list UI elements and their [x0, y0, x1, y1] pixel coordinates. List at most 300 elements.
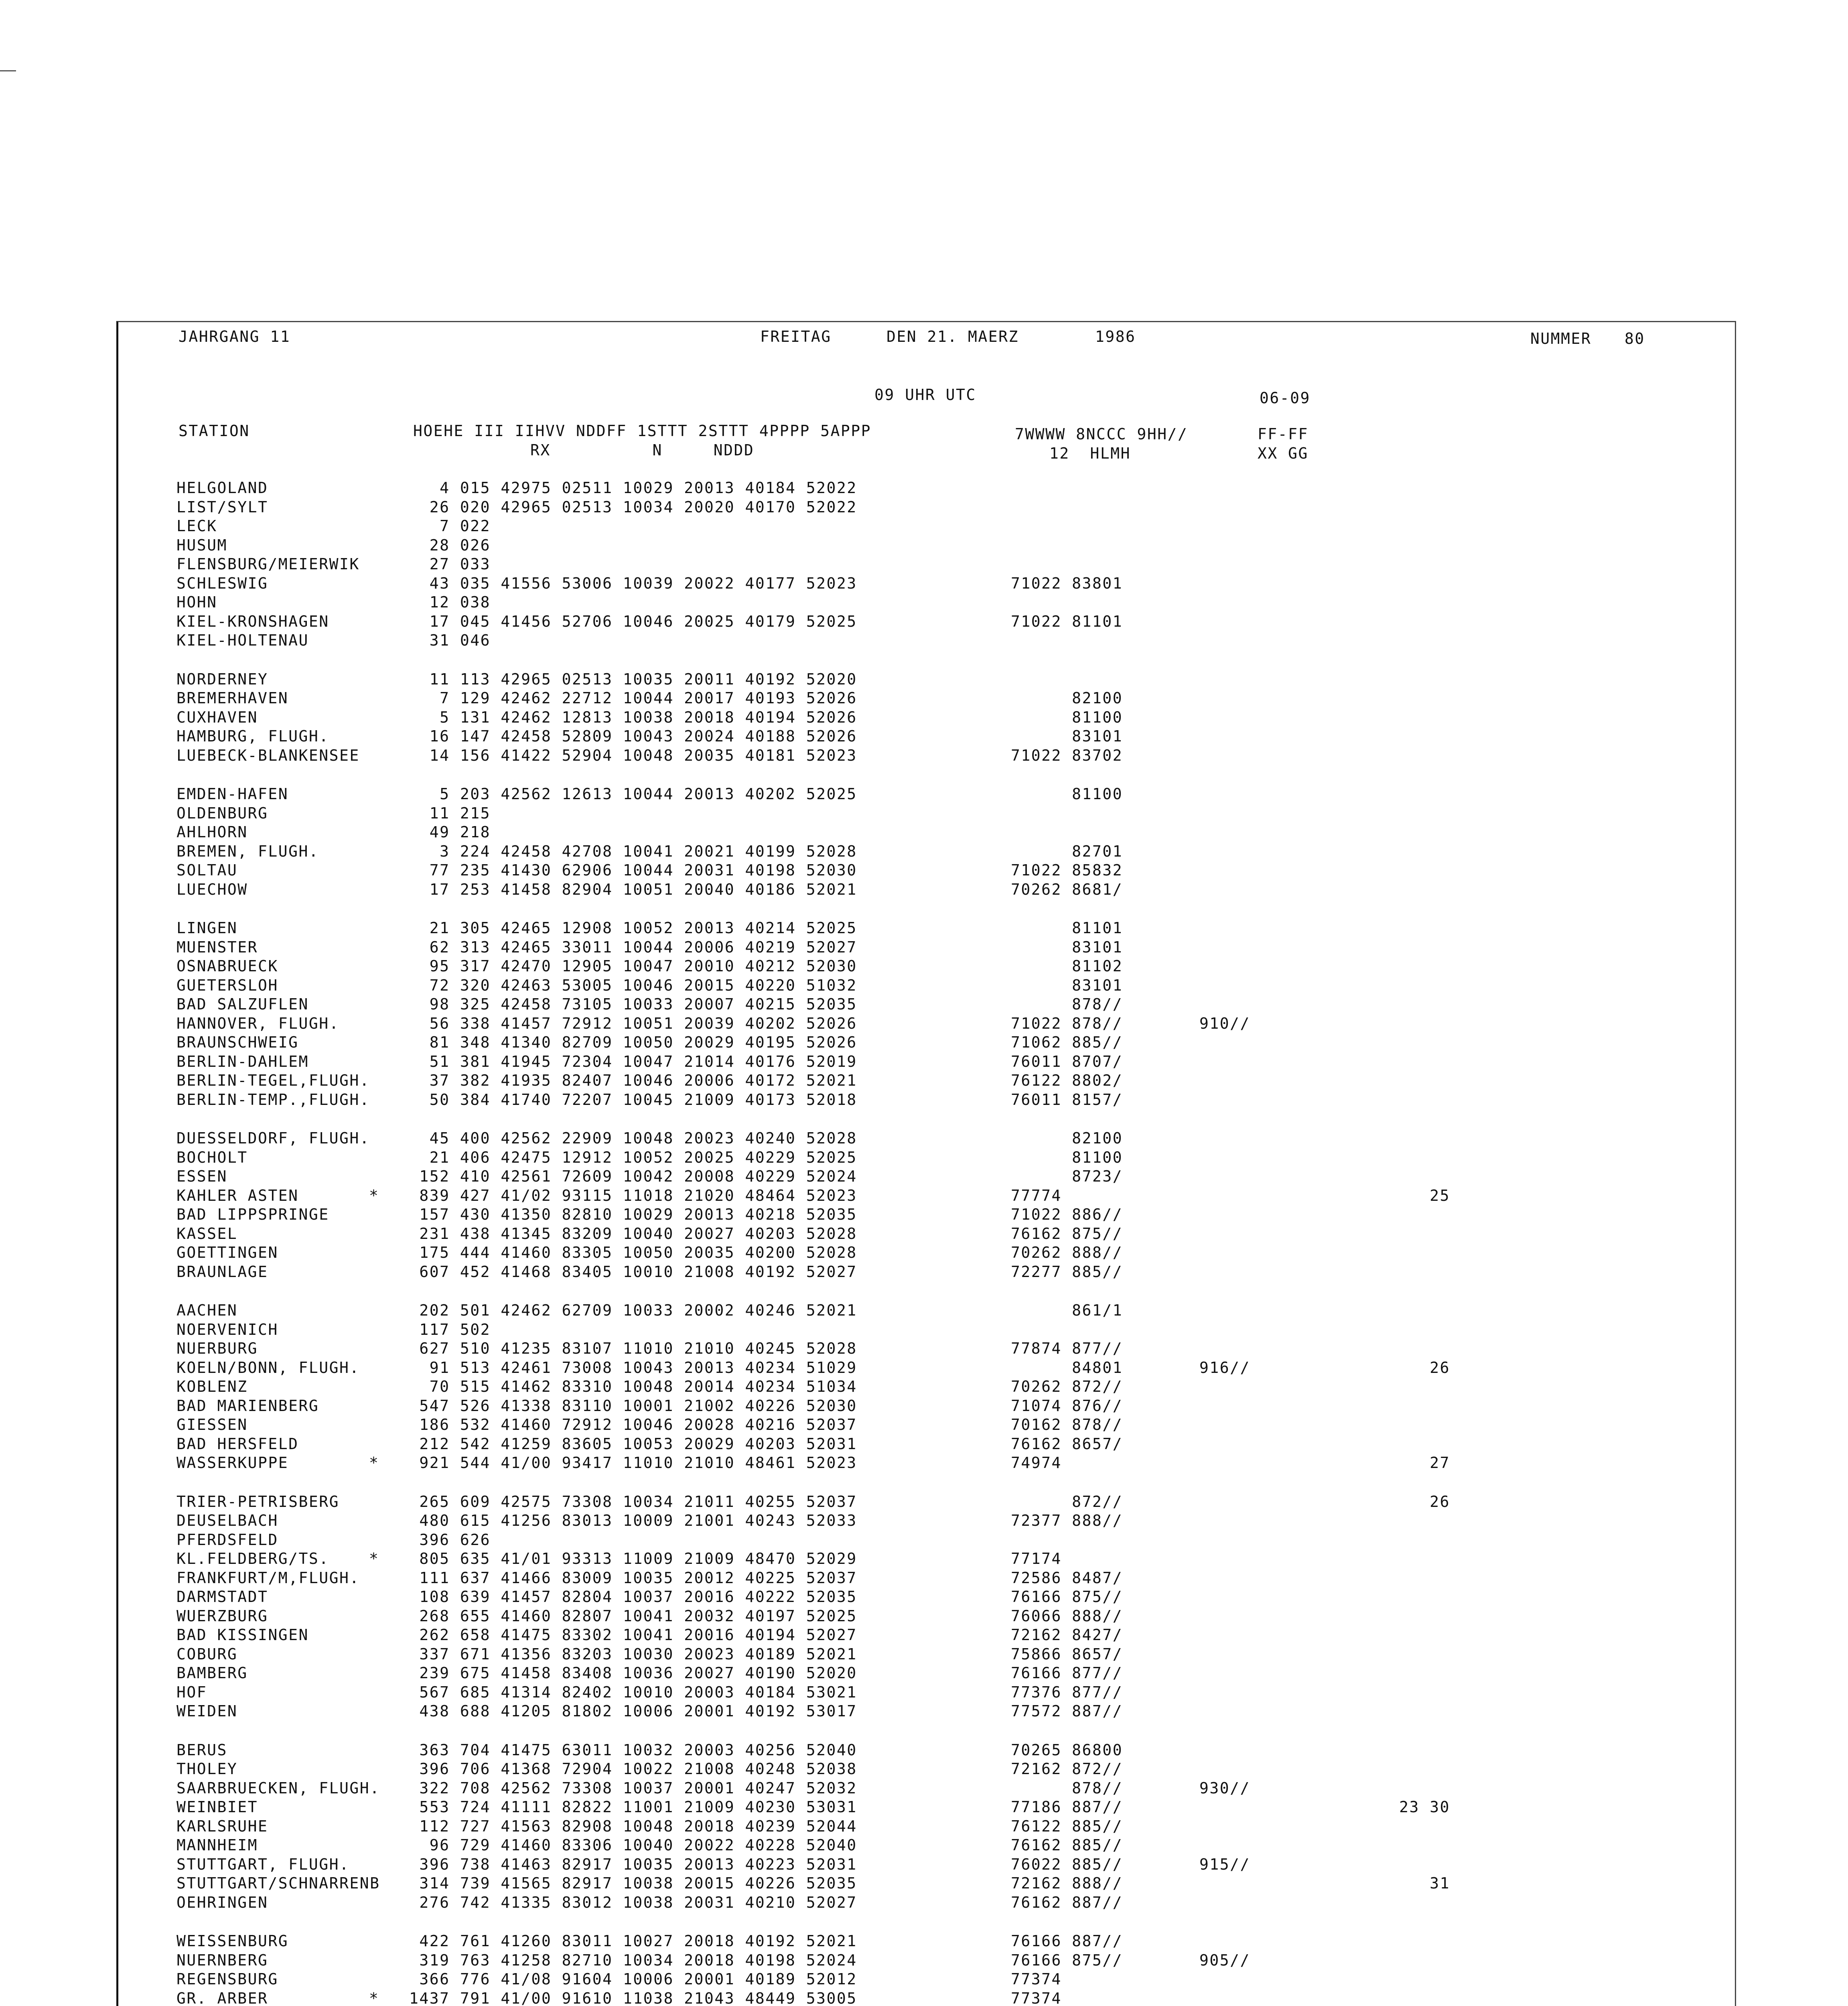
station-row: [176, 536, 1741, 555]
synop-groups: 96 729 41460 83306 10040 20022 40228 52040: [409, 1836, 857, 1854]
station-name: GOETTINGEN: [176, 1244, 278, 1261]
extra-groups: 71022 83801: [1011, 574, 1123, 592]
synop-groups: 3 224 42458 42708 10041 20021 40199 52028: [409, 842, 857, 860]
synop-groups: 56 338 41457 72912 10051 20039 40202 52026: [409, 1014, 857, 1032]
station-name: GR. ARBER: [176, 1989, 268, 2006]
synop-groups: 314 739 41565 82917 10038 20015 40226 52035: [409, 1874, 857, 1892]
station-row: [176, 842, 1741, 861]
synop-groups: 14 156 41422 52904 10048 20035 40181 52023: [409, 746, 857, 764]
station-name: OSNABRUECK: [176, 957, 278, 975]
station-name: BAD MARIENBERG: [176, 1397, 319, 1415]
station-row: [176, 1855, 1741, 1874]
synop-groups: 50 384 41740 72207 10045 21009 40173 52018: [409, 1090, 857, 1109]
extra-groups: 83101: [1011, 938, 1123, 956]
station-row: [176, 746, 1741, 765]
synop-groups: 553 724 41111 82822 11001 21009 40230 53031: [409, 1798, 857, 1816]
synop-groups: 202 501 42462 62709 10033 20002 40246 52021: [409, 1301, 857, 1319]
station-name: NUERBURG: [176, 1340, 258, 1357]
extra-groups: 81100: [1011, 708, 1123, 726]
synop-groups: 11 113 42965 02513 10035 20011 40192 52020: [409, 670, 857, 688]
extra-groups: 77186 887//: [1011, 1798, 1123, 1816]
extra-groups: 81101: [1011, 919, 1123, 937]
station-name: BERLIN-DAHLEM: [176, 1052, 309, 1070]
station-row: [176, 1148, 1741, 1167]
station-row: [176, 631, 1741, 650]
station-row: [176, 1453, 1741, 1472]
synop-groups: 265 609 42575 73308 10034 21011 40255 52037: [409, 1492, 857, 1511]
number-value: 80: [1625, 330, 1645, 347]
station-name: TRIER-PETRISBERG: [176, 1492, 340, 1511]
extra-groups: 76166 877//: [1011, 1664, 1123, 1682]
synop-groups: 157 430 41350 82810 10029 20013 40218 52035: [409, 1206, 857, 1223]
extra-groups: 76162 8657/: [1011, 1435, 1123, 1453]
synop-groups: 111 637 41466 83009 10035 20012 40225 52037: [409, 1569, 857, 1587]
station-row: [176, 1224, 1741, 1243]
station-name: HAMBURG, FLUGH.: [176, 727, 329, 745]
station-row: [176, 1874, 1741, 1893]
synop-groups: 212 542 41259 83605 10053 20029 40203 52031: [409, 1435, 857, 1453]
station-name: KARLSRUHE: [176, 1817, 268, 1835]
station-row: [176, 804, 1741, 823]
extra-groups: 77374: [1011, 1970, 1062, 1988]
mountain-station-marker: *: [369, 1989, 379, 2006]
extra-groups: 878//: [1011, 1779, 1123, 1797]
wind-gust: 26: [1430, 1492, 1450, 1511]
station-name: HELGOLAND: [176, 479, 268, 497]
station-name: KAHLER ASTEN: [176, 1186, 299, 1204]
station-group: [176, 478, 1741, 650]
station-name: BAMBERG: [176, 1664, 248, 1682]
cloud-height-group: 905//: [1199, 1951, 1250, 1969]
station-name: BOCHOLT: [176, 1148, 248, 1166]
station-row: [176, 478, 1741, 497]
station-row: [176, 1511, 1741, 1530]
station-name: WEINBIET: [176, 1798, 258, 1816]
year-label: 1986: [1095, 328, 1136, 345]
synop-groups: 4 015 42975 02511 10029 20013 40184 52022: [409, 479, 857, 497]
extra-groups: 76166 887//: [1011, 1932, 1123, 1950]
station-name: FLENSBURG/MEIERWIK: [176, 555, 360, 573]
synop-groups: 49 218: [409, 823, 491, 841]
period-label: 06-09: [1260, 389, 1310, 407]
synop-groups: 175 444 41460 83305 10050 20035 40200 52028: [409, 1244, 857, 1261]
station-row: [176, 861, 1741, 880]
synop-groups: 396 706 41368 72904 10022 21008 40248 52038: [409, 1760, 857, 1778]
synop-groups: 51 381 41945 72304 10047 21014 40176 52019: [409, 1052, 857, 1070]
wind-gust: 31: [1430, 1874, 1450, 1892]
synop-groups: 921 544 41/00 93417 11010 21010 48461 52023: [409, 1454, 857, 1472]
synop-groups: 366 776 41/08 91604 10006 20001 40189 52012: [409, 1970, 857, 1988]
synop-groups: 627 510 41235 83107 11010 21010 40245 52028: [409, 1340, 857, 1357]
synop-groups: 117 502: [409, 1320, 491, 1338]
station-name: SAARBRUECKEN, FLUGH.: [176, 1779, 380, 1797]
station-name: KL.FELDBERG/TS.: [176, 1550, 329, 1567]
station-row: [176, 1549, 1741, 1568]
jahrgang-label: JAHRGANG 11: [179, 328, 291, 345]
synop-groups: 7 129 42462 22712 10044 20017 40193 52026: [409, 689, 857, 707]
synop-groups: 480 615 41256 83013 10009 21001 40243 52033: [409, 1512, 857, 1529]
station-name: KOBLENZ: [176, 1378, 248, 1395]
station-row: [176, 1301, 1741, 1320]
cloud-height-group: 930//: [1199, 1779, 1250, 1797]
station-group: [176, 1740, 1741, 1912]
station-name: LIST/SYLT: [176, 498, 268, 516]
synop-groups: 37 382 41935 82407 10046 20006 40172 52021: [409, 1072, 857, 1089]
synop-groups: 239 675 41458 83408 10036 20027 40190 52020: [409, 1664, 857, 1682]
extra-groups: 76162 875//: [1011, 1224, 1123, 1243]
synop-groups: 72 320 42463 53005 10046 20015 40220 51032: [409, 976, 857, 994]
station-row: [176, 1167, 1741, 1186]
synop-groups: 16 147 42458 52809 10043 20024 40188 52026: [409, 727, 857, 745]
station-name: EMDEN-HAFEN: [176, 785, 289, 803]
station-row: [176, 1779, 1741, 1798]
station-group: [176, 1931, 1741, 2006]
date-label: DEN 21. MAERZ: [886, 328, 1019, 345]
station-group: [176, 918, 1741, 1109]
station-name: BREMERHAVEN: [176, 689, 289, 707]
station-row: [176, 1262, 1741, 1281]
station-name: DEUSELBACH: [176, 1512, 278, 1529]
scan-edge-mark: [0, 70, 16, 71]
station-name: AHLHORN: [176, 823, 248, 841]
extra-groups: 77572 887//: [1011, 1702, 1123, 1720]
column-wind-line1: FF-FF: [1258, 425, 1308, 443]
station-name: HUSUM: [176, 536, 227, 554]
cloud-height-group: 916//: [1199, 1358, 1250, 1377]
extra-groups: 70262 888//: [1011, 1244, 1123, 1261]
station-row: [176, 784, 1741, 804]
synop-groups: 607 452 41468 83405 10010 21008 40192 52027: [409, 1263, 857, 1281]
synop-groups: 805 635 41/01 93313 11009 21009 48470 52029: [409, 1550, 857, 1567]
station-row: [176, 1014, 1741, 1033]
station-name: WEISSENBURG: [176, 1932, 289, 1950]
station-name: REGENSBURG: [176, 1970, 278, 1988]
station-name: OEHRINGEN: [176, 1893, 268, 1911]
extra-groups: 70262 8681/: [1011, 880, 1123, 898]
synop-groups: 91 513 42461 73008 10043 20013 40234 51029: [409, 1358, 857, 1377]
synop-groups: 396 738 41463 82917 10035 20013 40223 52031: [409, 1855, 857, 1873]
extra-groups: 76122 8802/: [1011, 1072, 1123, 1089]
station-name: KASSEL: [176, 1224, 238, 1243]
station-name: LECK: [176, 517, 217, 535]
station-name: CUXHAVEN: [176, 708, 258, 726]
station-name: BAD KISSINGEN: [176, 1626, 309, 1644]
extra-groups: 72586 8487/: [1011, 1569, 1123, 1587]
station-name: SCHLESWIG: [176, 574, 268, 592]
station-name: BAD LIPPSPRINGE: [176, 1206, 329, 1223]
station-row: [176, 516, 1741, 536]
column-codes-line1: HOEHE III IIHVV NDDFF 1STTT 2STTT 4PPPP 5APPP: [413, 422, 872, 440]
station-row: [176, 976, 1741, 995]
station-group: [176, 1492, 1741, 1721]
station-name: STUTTGART/SCHNARRENB: [176, 1874, 380, 1892]
column-groups-line1: 7WWWW 8NCCC 9HH//: [1015, 425, 1188, 443]
synop-groups: 98 325 42458 73105 10033 20007 40215 52035: [409, 995, 857, 1013]
synop-groups: 7 022: [409, 517, 491, 535]
weekday-label: FREITAG: [760, 328, 832, 345]
extra-groups: 70262 872//: [1011, 1378, 1123, 1395]
station-name: WEIDEN: [176, 1702, 238, 1720]
station-row: [176, 670, 1741, 689]
synop-groups: 70 515 41462 83310 10048 20014 40234 51034: [409, 1378, 857, 1395]
synop-groups: 152 410 42561 72609 10042 20008 40229 52024: [409, 1167, 857, 1185]
station-row: [176, 1339, 1741, 1358]
station-row: [176, 1129, 1741, 1148]
station-group: [176, 1129, 1741, 1281]
extra-groups: 77774: [1011, 1186, 1062, 1204]
station-name: OLDENBURG: [176, 804, 268, 822]
station-row: [176, 1683, 1741, 1702]
mountain-station-marker: *: [369, 1454, 379, 1472]
synop-groups: 363 704 41475 63011 10032 20003 40256 52040: [409, 1741, 857, 1759]
extra-groups: 76122 885//: [1011, 1817, 1123, 1835]
column-station: STATION: [179, 422, 250, 440]
synop-groups: 21 305 42465 12908 10052 20013 40214 52025: [409, 919, 857, 937]
column-groups-line2: 12 HLMH: [1049, 445, 1131, 462]
station-row: [176, 1951, 1741, 1970]
station-name: BAD HERSFELD: [176, 1435, 299, 1453]
extra-groups: 70265 86800: [1011, 1741, 1123, 1759]
station-name: MANNHEIM: [176, 1836, 258, 1854]
station-row: [176, 1415, 1741, 1434]
station-name: MUENSTER: [176, 938, 258, 956]
station-name: BAD SALZUFLEN: [176, 995, 309, 1013]
synop-groups: 319 763 41258 82710 10034 20018 40198 52024: [409, 1951, 857, 1969]
extra-groups: 76166 875//: [1011, 1588, 1123, 1606]
synop-groups: 77 235 41430 62906 10044 20031 40198 52030: [409, 861, 857, 879]
extra-groups: 82701: [1011, 842, 1123, 860]
station-name: BERLIN-TEGEL,FLUGH.: [176, 1072, 370, 1089]
synop-groups: 438 688 41205 81802 10006 20001 40192 53017: [409, 1702, 857, 1720]
extra-groups: 77376 877//: [1011, 1683, 1123, 1701]
wind-gust: 26: [1430, 1358, 1450, 1377]
extra-groups: 82100: [1011, 1129, 1123, 1147]
extra-groups: 878//: [1011, 995, 1123, 1013]
synop-groups: 1437 791 41/00 91610 11038 21043 48449 53005: [409, 1989, 857, 2006]
synop-groups: 26 020 42965 02513 10034 20020 40170 52022: [409, 498, 857, 516]
station-name: LINGEN: [176, 919, 238, 937]
station-row: [176, 1396, 1741, 1415]
extra-groups: 81100: [1011, 1148, 1123, 1166]
column-wind-line2: XX GG: [1258, 445, 1308, 462]
station-row: [176, 1663, 1741, 1683]
extra-groups: 72162 872//: [1011, 1760, 1123, 1778]
station-name: BRAUNLAGE: [176, 1263, 268, 1281]
extra-groups: 77874 877//: [1011, 1340, 1123, 1357]
synop-groups: 5 203 42562 12613 10044 20013 40202 52025: [409, 785, 857, 803]
station-name: WUERZBURG: [176, 1607, 268, 1625]
extra-groups: 71022 81101: [1011, 612, 1123, 630]
synop-groups: 17 045 41456 52706 10046 20025 40179 52025: [409, 612, 857, 630]
station-name: GUETERSLOH: [176, 976, 278, 994]
station-name: THOLEY: [176, 1760, 238, 1778]
station-row: [176, 1377, 1741, 1396]
station-row: [176, 1434, 1741, 1454]
synop-groups: 95 317 42470 12905 10047 20010 40212 52030: [409, 957, 857, 975]
station-row: [176, 497, 1741, 517]
column-codes-line2: RX N NDDD: [530, 441, 755, 459]
mountain-station-marker: *: [369, 1550, 379, 1567]
extra-groups: 81100: [1011, 785, 1123, 803]
extra-groups: 71062 885//: [1011, 1033, 1123, 1051]
station-row: [176, 1797, 1741, 1817]
synop-groups: 186 532 41460 72912 10046 20028 40216 52037: [409, 1416, 857, 1433]
station-name: LUEBECK-BLANKENSEE: [176, 746, 360, 764]
extra-groups: 75866 8657/: [1011, 1645, 1123, 1663]
station-name: GIESSEN: [176, 1416, 248, 1433]
synop-groups: 268 655 41460 82807 10041 20032 40197 52025: [409, 1607, 857, 1625]
synop-groups: 337 671 41356 83203 10030 20023 40189 52021: [409, 1645, 857, 1663]
synop-groups: 547 526 41338 83110 10001 21002 40226 52030: [409, 1397, 857, 1415]
synop-groups: 12 038: [409, 593, 491, 611]
station-row: [176, 688, 1741, 708]
station-name: BERUS: [176, 1741, 227, 1759]
extra-groups: 83101: [1011, 976, 1123, 994]
extra-groups: 71022 83702: [1011, 746, 1123, 764]
station-row: [176, 938, 1741, 957]
synop-groups: 396 626: [409, 1531, 491, 1549]
extra-groups: 76162 887//: [1011, 1893, 1123, 1911]
extra-groups: 71022 886//: [1011, 1206, 1123, 1223]
station-row: [176, 1090, 1741, 1109]
synop-groups: 21 406 42475 12912 10052 20025 40229 52025: [409, 1148, 857, 1166]
synop-groups: 567 685 41314 82402 10010 20003 40184 53021: [409, 1683, 857, 1701]
station-name: KIEL-HOLTENAU: [176, 631, 309, 649]
station-name: ESSEN: [176, 1167, 227, 1185]
synop-groups: 27 033: [409, 555, 491, 573]
extra-groups: 72377 888//: [1011, 1512, 1123, 1529]
station-row: [176, 1835, 1741, 1855]
station-name: DARMSTADT: [176, 1588, 268, 1606]
extra-groups: 76066 888//: [1011, 1607, 1123, 1625]
extra-groups: 8723/: [1011, 1167, 1123, 1185]
station-row: [176, 822, 1741, 842]
station-row: [176, 1817, 1741, 1836]
station-name: NUERNBERG: [176, 1951, 268, 1969]
cloud-height-group: 915//: [1199, 1855, 1250, 1873]
station-row: [176, 918, 1741, 938]
station-row: [176, 1568, 1741, 1588]
synop-groups: 45 400 42562 22909 10048 20023 40240 52028: [409, 1129, 857, 1147]
extra-groups: 76166 875//: [1011, 1951, 1123, 1969]
station-row: [176, 1931, 1741, 1951]
extra-groups: 82100: [1011, 689, 1123, 707]
cloud-height-group: 910//: [1199, 1014, 1250, 1032]
station-row: [176, 554, 1741, 574]
station-name: BERLIN-TEMP.,FLUGH.: [176, 1090, 370, 1109]
station-row: [176, 1492, 1741, 1511]
station-row: [176, 1320, 1741, 1339]
extra-groups: 861/1: [1011, 1301, 1123, 1319]
station-name: BRAUNSCHWEIG: [176, 1033, 299, 1051]
station-group: [176, 670, 1741, 765]
extra-groups: 71074 876//: [1011, 1397, 1123, 1415]
extra-groups: 72277 885//: [1011, 1263, 1123, 1281]
synop-groups: 11 215: [409, 804, 491, 822]
station-name: WASSERKUPPE: [176, 1454, 289, 1472]
extra-groups: 872//: [1011, 1492, 1123, 1511]
station-name: PFERDSFELD: [176, 1531, 278, 1549]
synop-groups: 43 035 41556 53006 10039 20022 40177 52023: [409, 574, 857, 592]
station-row: [176, 1205, 1741, 1224]
station-name: COBURG: [176, 1645, 238, 1663]
station-name: HANNOVER, FLUGH.: [176, 1014, 340, 1032]
station-row: [176, 1701, 1741, 1721]
wind-gust: 25: [1430, 1186, 1450, 1204]
station-row: [176, 574, 1741, 593]
station-row: [176, 1893, 1741, 1912]
station-row: [176, 1530, 1741, 1549]
observation-time: 09 UHR UTC: [874, 386, 976, 404]
extra-groups: 76162 885//: [1011, 1836, 1123, 1854]
station-row: [176, 1587, 1741, 1606]
station-row: [176, 1071, 1741, 1090]
station-row: [176, 1186, 1741, 1205]
synop-groups: 839 427 41/02 93115 11018 21020 48464 52023: [409, 1186, 857, 1204]
synop-groups: 31 046: [409, 631, 491, 649]
wind-gust: 23 30: [1399, 1798, 1450, 1816]
station-name: LUECHOW: [176, 880, 248, 898]
station-row: [176, 1759, 1741, 1779]
station-row: [176, 708, 1741, 727]
synop-groups: 262 658 41475 83302 10041 20016 40194 52027: [409, 1626, 857, 1644]
station-row: [176, 995, 1741, 1014]
extra-groups: 74974: [1011, 1454, 1062, 1472]
station-name: AACHEN: [176, 1301, 238, 1319]
station-row: [176, 593, 1741, 612]
extra-groups: 70162 878//: [1011, 1416, 1123, 1433]
station-row: [176, 1033, 1741, 1052]
extra-groups: 81102: [1011, 957, 1123, 975]
synop-groups: 422 761 41260 83011 10027 20018 40192 52021: [409, 1932, 857, 1950]
station-row: [176, 1740, 1741, 1760]
synop-groups: 276 742 41335 83012 10038 20031 40210 52027: [409, 1893, 857, 1911]
station-row: [176, 956, 1741, 976]
extra-groups: 84801: [1011, 1358, 1123, 1377]
station-row: [176, 612, 1741, 631]
extra-groups: 76011 8157/: [1011, 1090, 1123, 1109]
synop-groups: 17 253 41458 82904 10051 20040 40186 52021: [409, 880, 857, 898]
station-name: HOF: [176, 1683, 207, 1701]
station-row: [176, 1989, 1741, 2006]
synop-groups: 108 639 41457 82804 10037 20016 40222 52035: [409, 1588, 857, 1606]
synop-groups: 231 438 41345 83209 10040 20027 40203 52028: [409, 1224, 857, 1243]
station-row: [176, 1645, 1741, 1664]
station-name: KIEL-KRONSHAGEN: [176, 612, 329, 630]
extra-groups: 71022 85832: [1011, 861, 1123, 879]
extra-groups: 77374: [1011, 1989, 1062, 2006]
synop-groups: 322 708 42562 73308 10037 20001 40247 52032: [409, 1779, 857, 1797]
station-name: STUTTGART, FLUGH.: [176, 1855, 350, 1873]
station-name: KOELN/BONN, FLUGH.: [176, 1358, 360, 1377]
extra-groups: 71022 878//: [1011, 1014, 1123, 1032]
station-name: HOHN: [176, 593, 217, 611]
station-row: [176, 1243, 1741, 1262]
station-name: NORDERNEY: [176, 670, 268, 688]
extra-groups: 72162 888//: [1011, 1874, 1123, 1892]
station-group: [176, 784, 1741, 899]
wind-gust: 27: [1430, 1454, 1450, 1472]
station-row: [176, 1052, 1741, 1071]
station-row: [176, 1969, 1741, 1989]
synop-groups: 62 313 42465 33011 10044 20006 40219 52027: [409, 938, 857, 956]
synop-groups: 28 026: [409, 536, 491, 554]
station-name: NOERVENICH: [176, 1320, 278, 1338]
synop-groups: 5 131 42462 12813 10038 20018 40194 52026: [409, 708, 857, 726]
station-name: SOLTAU: [176, 861, 238, 879]
station-table: [176, 478, 1741, 2006]
station-name: BREMEN, FLUGH.: [176, 842, 319, 860]
